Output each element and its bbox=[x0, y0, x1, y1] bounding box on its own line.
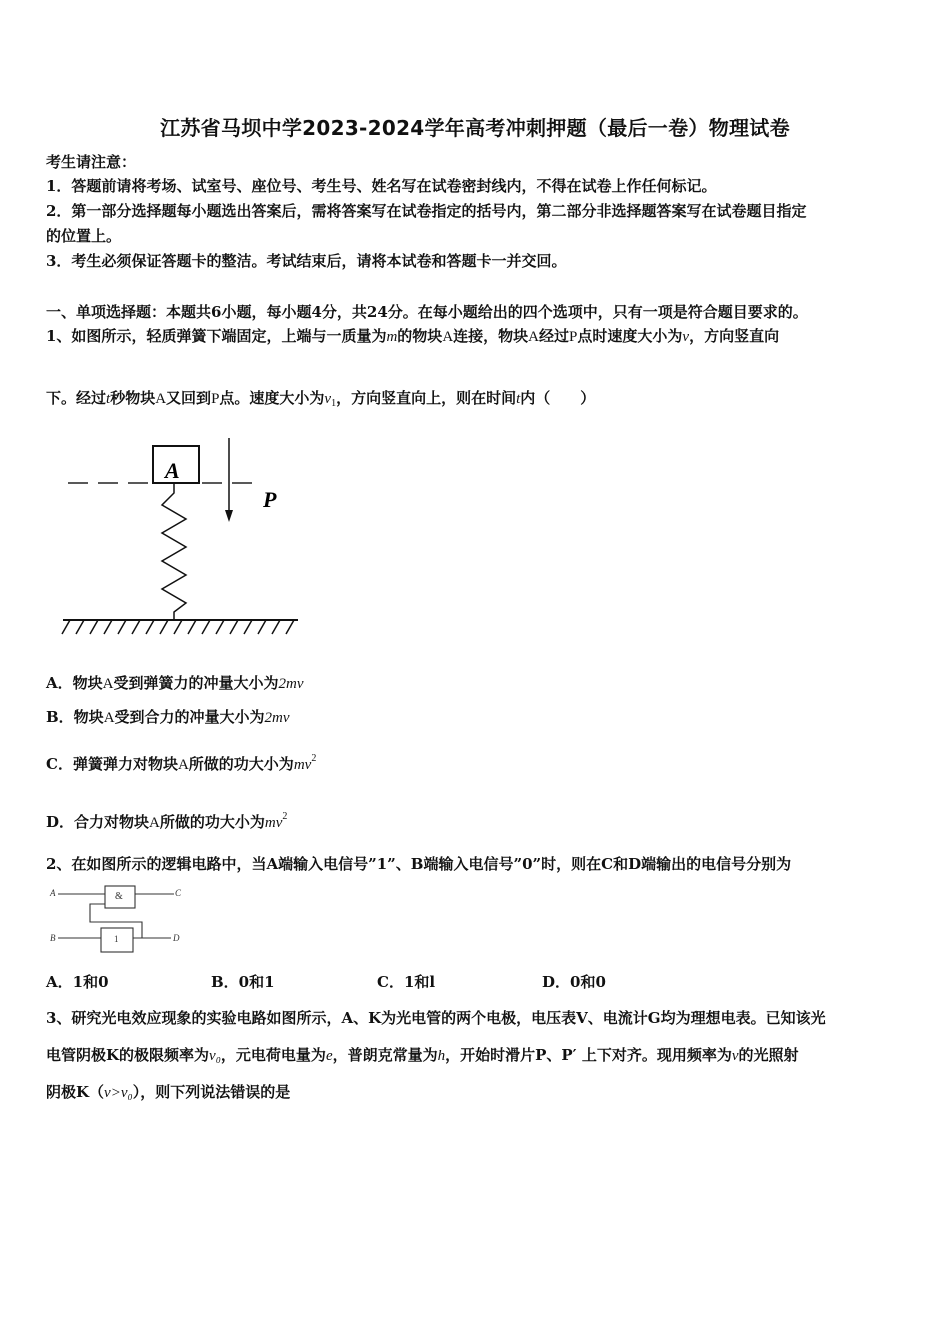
q1-stem-line1: 1、如图所示，轻质弹簧下端固定，上端与一质量为m的物块A连接，物块A经过P点时速度大小为v，方向竖直向 bbox=[46, 327, 780, 345]
page-title: 江苏省马坝中学2023-2024学年高考冲刺押题（最后一卷）物理试卷 bbox=[160, 116, 790, 140]
q3-stem-line2: 电管阴极K的极限频率为v₀，元电荷电量为e，普朗克常量为h，开始时滑片P、P′ 上下对齐。现用频率为v的光照射 bbox=[46, 1046, 799, 1064]
notice-heading: 考生请注意： bbox=[46, 153, 137, 171]
velocity-arrow-head bbox=[225, 510, 233, 522]
not-gate-symbol: 1 bbox=[114, 934, 119, 944]
output-d-label: D bbox=[173, 933, 180, 943]
logic-circuit-figure bbox=[46, 880, 196, 960]
q2-option-d[interactable]: D．0和0 bbox=[542, 973, 606, 991]
input-a-label: A bbox=[50, 888, 56, 898]
spring bbox=[162, 483, 186, 620]
notice-item-2-cont: 的位置上。 bbox=[46, 227, 122, 245]
input-b-label: B bbox=[50, 933, 56, 943]
spring-block-figure bbox=[60, 430, 310, 645]
point-p-label: P bbox=[263, 487, 277, 512]
q1-option-a[interactable]: A．物块A受到弹簧力的冲量大小为2mv bbox=[46, 674, 304, 692]
q2-option-c[interactable]: C．1和l bbox=[377, 973, 436, 991]
output-c-label: C bbox=[175, 888, 182, 898]
notice-item-1: 1．答题前请将考场、试室号、座位号、考生号、姓名写在试卷密封线内，不得在试卷上作任何标记。 bbox=[46, 177, 717, 195]
section-heading: 一、单项选择题：本题共6小题，每小题4分，共24分。在每小题给出的四个选项中，只有一项是符合题目要求的。 bbox=[46, 303, 808, 321]
ground-hatching bbox=[62, 620, 294, 634]
q1-option-d[interactable]: D．合力对物块A所做的功大小为$mv^2$ bbox=[46, 811, 288, 831]
q2-option-b[interactable]: B．0和1 bbox=[211, 973, 275, 991]
q1-stem-line2: 下。经过t秒物块A又回到P点。速度大小为$v_1$，方向竖直向上，则在时间t内（ ） bbox=[46, 389, 596, 409]
q2-option-a[interactable]: A．1和0 bbox=[46, 973, 109, 991]
q1-option-b[interactable]: B．物块A受到合力的冲量大小为2mv bbox=[46, 708, 290, 726]
q1-option-c[interactable]: C．弹簧弹力对物块A所做的功大小为$mv^2$ bbox=[46, 753, 317, 773]
q2-stem: 2、在如图所示的逻辑电路中，当A端输入电信号”1”、B端输入电信号”0”时，则在C和D端输出的电信号分别为 bbox=[46, 855, 792, 873]
and-gate-symbol: & bbox=[115, 891, 123, 902]
q3-stem-line3: 阴极K（v>v₀），则下列说法错误的是 bbox=[46, 1083, 291, 1101]
notice-item-2: 2．第一部分选择题每小题选出答案后，需将答案写在试卷指定的括号内，第二部分非选择题答案写在试卷题目指定 bbox=[46, 202, 807, 220]
q3-stem-line1: 3、研究光电效应现象的实验电路如图所示，A、K为光电管的两个电极，电压表V、电流计G均为理想电表。已知该光 bbox=[46, 1009, 826, 1027]
notice-item-3: 3．考生必须保证答题卡的整洁。考试结束后，请将本试卷和答题卡一并交回。 bbox=[46, 252, 567, 270]
block-a-label: A bbox=[165, 458, 180, 483]
